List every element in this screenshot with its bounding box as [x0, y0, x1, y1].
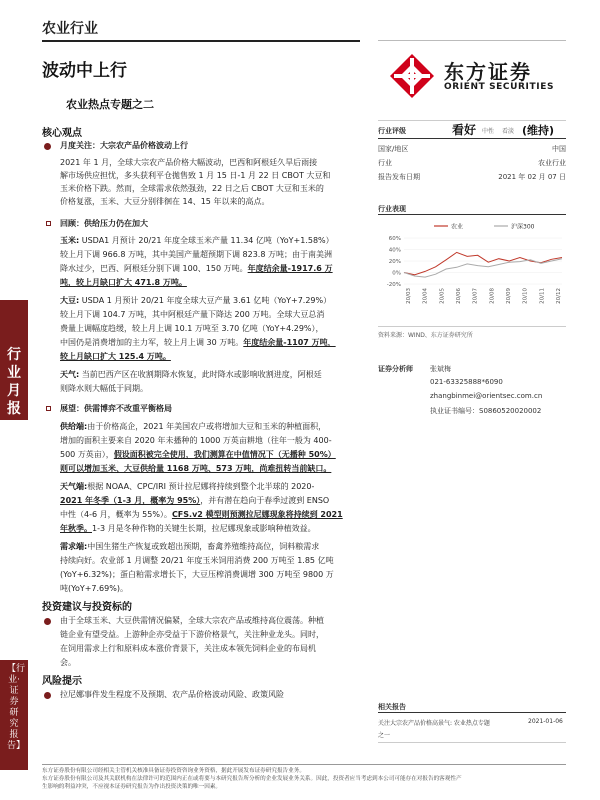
orient-securities-logo-icon [388, 52, 436, 100]
sidebar-bottom-label: 【行业·证券研究报告】 [7, 664, 26, 751]
corn-text: 降水过少，巴西、阿根廷分别下调 100、150 万吨。 [60, 264, 248, 273]
soy-highlight: 年度结余量-1107 万吨， [243, 338, 336, 347]
divider [378, 214, 566, 215]
demand-line: 吨(YoY+7.69%)。 [60, 584, 128, 593]
supply-highlight: 假设面积被完全使用，我们测算在中值情况下（无播种 50%） [113, 450, 336, 459]
wx2-text: ，并有潜在趋向于春季过渡到 ENSO [200, 496, 330, 505]
soy-label: 大豆: [60, 296, 80, 305]
rating-value: 看好 [452, 123, 477, 137]
logo-chinese-name: 东方证券 [444, 60, 532, 84]
report-title: 波动中上行 [42, 61, 127, 81]
sidebar-tab-label: 行业月报 [7, 347, 21, 417]
industry-value: 农业行业 [538, 159, 566, 167]
rating-row-country [378, 144, 566, 154]
x-tick-label: 20/06 [456, 288, 462, 304]
y-tick-label: 40% [388, 247, 401, 254]
soy-line [60, 350, 171, 364]
wx2-line [60, 522, 316, 536]
industry-performance-chart [378, 218, 566, 318]
divider [378, 138, 566, 139]
y-tick-label: -20% [386, 282, 401, 288]
soy-text: 中国仍是消费增加的主力军，较上月上调 30 万吨。 [60, 338, 244, 347]
x-tick-label: 20/12 [556, 288, 562, 304]
report-subtitle: 农业热点专题之二 [66, 98, 154, 111]
series-line-农业 [404, 252, 562, 274]
wx2-text: 1-3 月是冬种作物的关键生长期，拉尼娜现象或影响种植效益。 [92, 524, 316, 533]
footer-line: 东方证券股份有限公司及其关联机构在法律许可的范围内正在或将要与本研究报告所分析的企业发展业务关系。因此，投资者应当考虑到本公司可能存在对报告的客观性产 [42, 776, 462, 782]
footer-line: 生影响的利益冲突，不应视本证券研究报告为作出投资决策的唯一因素。 [42, 784, 222, 790]
b1-line: 2021 年 1 月，全球大宗农产品价格大幅波动，巴西和阿根廷久旱后雨接 [60, 158, 318, 167]
core-heading: 核心观点 [42, 128, 82, 139]
wx2-highlight: 2021 年冬季（1-3 月，概率为 95%） [60, 496, 201, 505]
soy-text: USDA 1 月预计 20/21 年度全球大豆产量 3.61 亿吨（YoY+7.29%） [81, 296, 332, 305]
corn-highlight: 年度结余量-1917.6 万 [247, 264, 333, 273]
wx2-line [60, 480, 314, 494]
b1-title: 月度关注：大宗农产品价格波动上行 [60, 141, 188, 150]
series-line-沪深300 [404, 259, 562, 277]
corn-label: 玉米: [60, 236, 80, 245]
related-heading: 相关报告 [378, 703, 406, 711]
x-tick-label: 20/03 [406, 288, 412, 304]
b1-line: 玉米价格下跌。然而，全球需求依然强劲，22 日之后 CBOT 大豆和玉米的 [60, 184, 324, 193]
risk-line: 拉尼娜事件发生程度不及预期、农产品价格波动风险、政策风险 [60, 690, 284, 699]
corn-text: USDA1 月预计 20/21 年度全球玉米产量 11.34 亿吨（YoY+1.58%） [81, 236, 334, 245]
box-bullet-icon [46, 221, 51, 226]
demand-label: 需求端: [60, 542, 88, 551]
chart-source: 资料来源：WIND、东方证券研究所 [378, 332, 473, 339]
logo-english-name: ORIENT SECURITIES [444, 82, 555, 92]
y-tick-label: 0% [392, 270, 401, 277]
top-rule-right [378, 40, 566, 41]
rating-neutral: 中性 [482, 128, 495, 135]
supply-text: 由于价格高企，2021 年美国农户或将增加大豆和玉米的种植面积， [87, 422, 327, 431]
wx2-text: 中性（4-6 月，概率为 55%）。 [60, 510, 172, 519]
chart-title: 行业表现 [378, 205, 406, 213]
x-tick-label: 20/07 [472, 288, 479, 304]
country-label: 国家/地区 [378, 145, 409, 153]
rating-row-date [378, 172, 566, 182]
corn-highlight: 吨，较上月缺口扩大 471.8 万吨。 [60, 278, 187, 287]
wx2-label: 天气端: [60, 482, 88, 491]
x-tick-label: 20/05 [439, 288, 446, 304]
x-tick-label: 20/10 [522, 288, 529, 304]
invest-line: 会。 [60, 658, 76, 667]
industry-label: 行业 [378, 159, 392, 167]
legend-label: 沪深300 [511, 223, 535, 231]
soy-line [60, 336, 336, 350]
legend-label: 农业 [451, 223, 464, 231]
corn-line: 较上月下调 966.8 万吨，其中美国产量超预期下调 823.8 万吨；由于南美洲 [60, 250, 332, 259]
rating-row-industry [378, 158, 566, 168]
demand-line [60, 540, 319, 554]
corn-line [60, 276, 187, 290]
b1-line: 价格复涨，玉米、大豆分别徘徊在 14、15 年以来的高点。 [60, 197, 270, 206]
supply-line [60, 448, 336, 462]
y-tick-label: 60% [388, 236, 401, 242]
b3-title: 展望：供需博弈不改重平衡格局 [60, 404, 172, 413]
divider [378, 712, 566, 713]
soy-line: 较上月下调 104.7 万吨，其中阿根廷产量下降达 200 万吨。全球大豆总消 [60, 310, 325, 319]
invest-line: 链企业有望受益。上游种企亦受益于下游价格景气，关注种业龙头。同时， [60, 630, 324, 639]
corn-line [60, 262, 333, 276]
bullet-icon [44, 618, 51, 625]
related-item-title[interactable]: 关注大宗农产品价格高景气: 农业热点专题 [378, 720, 490, 727]
weather-label: 天气: [60, 370, 80, 379]
risk-heading: 风险提示 [42, 676, 82, 687]
corn-line [60, 234, 334, 248]
wx2-highlight: 年秋季。 [60, 524, 92, 533]
b1-line: 解市场供应担忧，多头获利平仓拋售致 1 月 15 日-1 月 22 日 CBOT 大豆和 [60, 171, 331, 180]
rating-status: (维持) [522, 124, 555, 137]
invest-heading: 投资建议与投资标的 [42, 602, 132, 613]
analyst-cert: 执业证书编号：S0860520020002 [430, 407, 542, 415]
y-tick-label: 20% [388, 259, 401, 265]
divider [378, 326, 566, 327]
b2-title: 回顾：供给压力仍在加大 [60, 219, 148, 228]
divider [378, 742, 566, 743]
box-bullet-icon [46, 406, 51, 411]
supply-line [60, 462, 331, 476]
soy-line [60, 294, 331, 308]
top-rule [42, 40, 360, 42]
x-tick-label: 20/11 [539, 288, 546, 304]
related-item-date: 2021-01-06 [528, 718, 563, 725]
x-tick-label: 20/08 [489, 288, 496, 304]
analyst-name: 张斌梅 [430, 365, 451, 373]
wx2-highlight: CFS.v2 模型则预测拉尼娜现象将持续到 2021 [171, 510, 343, 519]
wx2-text: 根据 NOAA、CPC/IRI 预计拉尼娜将持续到整个北半球的 2020- [87, 482, 315, 491]
supply-line [60, 420, 326, 434]
x-tick-label: 20/04 [422, 288, 429, 304]
demand-line: 持续向好。农业部 1 月调整 20/21 年度玉米饲用消费 200 万吨至 1.85 亿吨 [60, 556, 334, 565]
analyst-phone: 021-63325888*6090 [430, 378, 503, 386]
footer-disclaimer [42, 767, 566, 791]
brand-logo [388, 52, 568, 102]
bullet-icon [44, 143, 51, 150]
weather-text: 当前巴西产区在收割期降水恢复，此时降水或影响收割进度，阿根廷 [81, 370, 322, 379]
invest-line: 由于全球玉米、大豆供需情况偏紧，全球大宗农产品或维持高位震荡。种植 [60, 616, 324, 625]
rating-cut: 看淡 [502, 128, 515, 135]
weather-line [60, 368, 322, 382]
supply-text: 500 万英亩）， [60, 450, 114, 459]
demand-text: 中国生猪生产恢复或致超出预期，畜禽养殖维持高位，饲料粮需求 [87, 542, 320, 551]
analyst-label: 证券分析师 [378, 365, 413, 373]
footer-line: 东方证券股份有限公司经相关主管机关核准具备证券投资咨询业务资格，据此开展发布证券研究报告业务。 [42, 768, 305, 774]
supply-line: 增加的面积主要来自 2020 年未播种的 1000 万英亩耕地（往年一般为 400- [60, 436, 332, 445]
wx2-line [60, 508, 343, 522]
supply-highlight: 则可以增加玉米、大豆供给量 1168 万吨、573 万吨，尚难扭转当前缺口。 [60, 464, 332, 473]
invest-line: 在饲用需求上行和原料成本涨价背景下，关注成本领先饲料企业的布局机 [60, 644, 316, 653]
related-item-title-cont: 之一 [378, 732, 391, 739]
weather-line: 则降水则大幅低于同期。 [60, 384, 148, 393]
date-label: 报告发布日期 [378, 173, 420, 181]
wx2-line [60, 494, 329, 508]
sector-label: 农业行业 [42, 21, 98, 37]
supply-label: 供给端: [60, 422, 88, 431]
soy-highlight: 较上月缺口扩大 125.4 万吨。 [60, 352, 171, 361]
soy-line: 费量上调幅度趋缓，较上月上调 10.1 万吨至 3.70 亿吨（YoY+4.29%）， [60, 324, 324, 333]
demand-line: (YoY+6.32%)；蛋白粕需求增长下，大豆压榨消费调增 300 万吨至 9800 万 [60, 570, 334, 579]
rating-label: 行业评级 [378, 127, 406, 135]
x-tick-label: 20/09 [506, 288, 512, 304]
country-value: 中国 [552, 145, 566, 153]
date-value: 2021 年 02 月 07 日 [498, 173, 566, 181]
analyst-email[interactable]: zhangbinmei@orientsec.com.cn [430, 392, 543, 400]
bullet-icon [44, 692, 51, 699]
footer-rule [42, 764, 566, 765]
